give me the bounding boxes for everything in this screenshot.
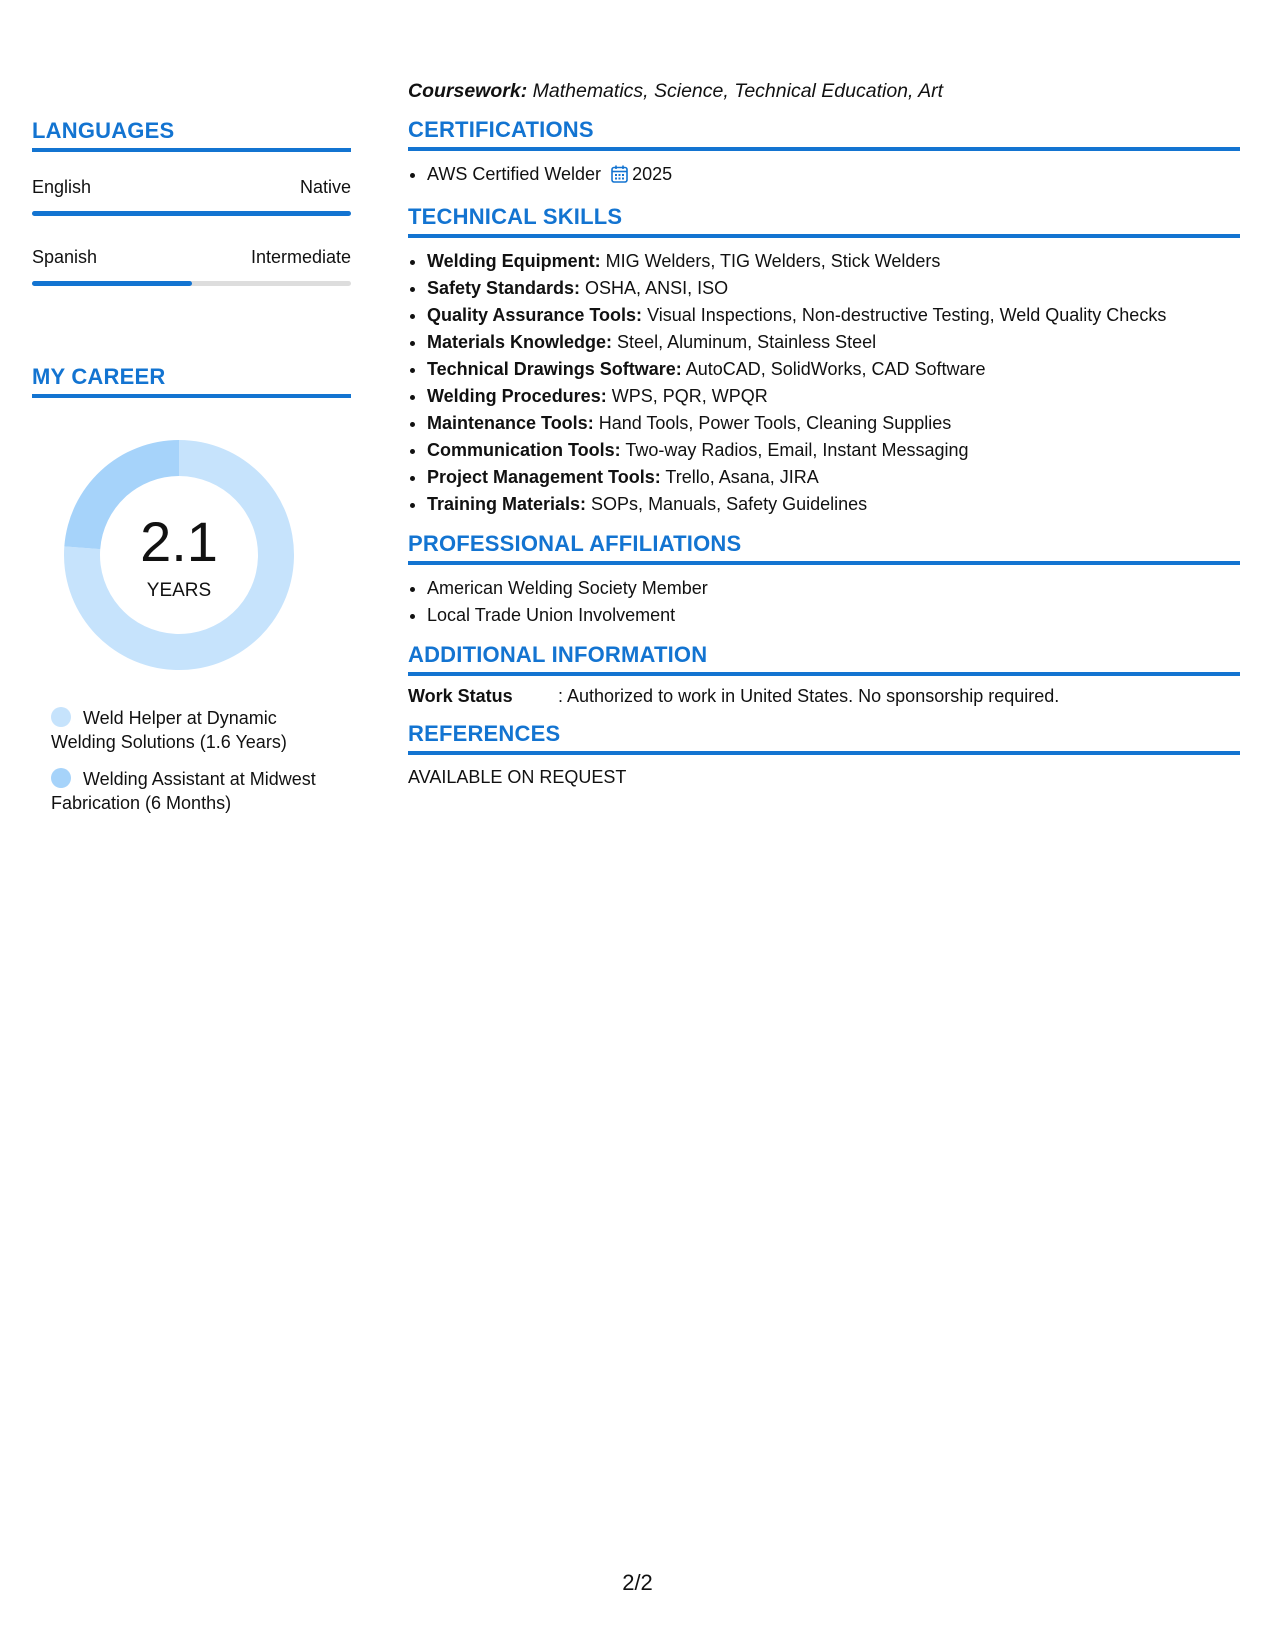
skill-item — [427, 329, 1240, 356]
technical-skills-heading: TECHNICAL SKILLS — [408, 204, 1240, 238]
skill-value: OSHA, ANSI, ISO — [580, 278, 729, 298]
skill-item — [427, 275, 1240, 302]
affiliations-heading: PROFESSIONAL AFFILIATIONS — [408, 531, 1240, 565]
skill-item — [427, 410, 1240, 437]
skill-label: Welding Equipment: — [427, 251, 601, 271]
technical-skills-section — [408, 204, 1240, 518]
right-column — [408, 78, 1240, 789]
skill-value: AutoCAD, SolidWorks, CAD Software — [681, 359, 986, 379]
language-item — [32, 246, 351, 286]
skill-item — [427, 491, 1240, 518]
coursework-label: Coursework: — [408, 80, 528, 102]
skill-value: Steel, Aluminum, Stainless Steel — [612, 332, 877, 352]
skill-label: Materials Knowledge: — [427, 332, 613, 352]
language-level: Intermediate — [250, 247, 351, 267]
skill-label: Project Management Tools: — [427, 467, 661, 487]
career-legend — [51, 706, 341, 815]
skill-label: Welding Procedures: — [427, 386, 607, 406]
skill-value: Two-way Radios, Email, Instant Messaging — [620, 440, 969, 460]
affiliations-list — [408, 575, 1240, 629]
left-column — [32, 118, 351, 815]
career-heading: MY CAREER — [32, 364, 351, 398]
skill-value: SOPs, Manuals, Safety Guidelines — [586, 494, 868, 514]
skill-label: Training Materials: — [427, 494, 587, 514]
affiliation-item: • American Welding Society Member — [427, 575, 1240, 602]
page-number: 2/2 — [622, 1570, 653, 1595]
affiliations-section — [408, 531, 1240, 629]
skill-label: Quality Assurance Tools: — [427, 305, 643, 325]
work-status-row — [408, 684, 1240, 708]
certifications-heading: CERTIFICATIONS — [408, 117, 1240, 151]
language-name: English — [32, 177, 92, 197]
legend-dot-icon — [51, 768, 71, 788]
skill-item — [427, 356, 1240, 383]
skill-value: Visual Inspections, Non-destructive Testing, Weld Quality Checks — [642, 305, 1167, 325]
technical-skills-list — [408, 248, 1240, 518]
skill-value: Hand Tools, Power Tools, Cleaning Supplies — [593, 413, 952, 433]
references-text: AVAILABLE ON REQUEST — [408, 767, 627, 787]
career-donut-chart — [64, 440, 294, 670]
additional-info-heading: ADDITIONAL INFORMATION — [408, 642, 1240, 676]
career-total-value: 2.1 — [140, 510, 218, 573]
language-proficiency-bar — [32, 211, 351, 216]
skill-value: Trello, Asana, JIRA — [660, 467, 819, 487]
skill-item — [427, 464, 1240, 491]
work-status-value: : Authorized to work in United States. No sponsorship required. — [558, 686, 1060, 706]
language-level: Native — [299, 177, 351, 197]
skill-label: Technical Drawings Software: — [427, 359, 682, 379]
skill-item — [427, 383, 1240, 410]
career-total-unit: YEARS — [146, 580, 212, 601]
skill-item — [427, 248, 1240, 275]
certifications-list — [408, 161, 1240, 191]
certification-item — [427, 161, 1240, 191]
language-item — [32, 176, 351, 216]
affiliation-item: • Local Trade Union Involvement — [427, 602, 1240, 629]
legend-dot-icon — [51, 707, 71, 727]
coursework-line — [408, 78, 1240, 104]
career-role-label: Welding Assistant at Midwest Fabrication (6 Months) — [51, 769, 316, 813]
skill-label: Safety Standards: — [427, 278, 581, 298]
language-name: Spanish — [32, 247, 98, 267]
languages-heading: LANGUAGES — [32, 118, 351, 152]
skill-item — [427, 302, 1240, 329]
skill-item — [427, 437, 1240, 464]
work-status-label: Work Status — [408, 686, 513, 706]
references-heading: REFERENCES — [408, 721, 1240, 755]
skill-label: Communication Tools: — [427, 440, 621, 460]
language-proficiency-fill — [32, 281, 192, 286]
certification-name: AWS Certified Welder — [427, 164, 602, 184]
skill-value: MIG Welders, TIG Welders, Stick Welders — [600, 251, 941, 271]
skill-label: Maintenance Tools: — [427, 413, 594, 433]
career-role-label: Weld Helper at Dynamic Welding Solutions (1.6 Years) — [51, 708, 287, 752]
skill-value: WPS, PQR, WPQR — [606, 386, 768, 406]
certifications-section — [408, 117, 1240, 191]
language-proficiency-bar — [32, 281, 351, 286]
references-section — [408, 721, 1240, 789]
coursework-value: Mathematics, Science, Technical Education, Art — [527, 80, 944, 102]
certification-year: 2025 — [632, 164, 673, 184]
language-proficiency-fill — [32, 211, 351, 216]
calendar-icon — [611, 164, 628, 191]
career-legend-item — [51, 706, 341, 754]
additional-info-section — [408, 642, 1240, 708]
career-legend-item — [51, 767, 341, 815]
